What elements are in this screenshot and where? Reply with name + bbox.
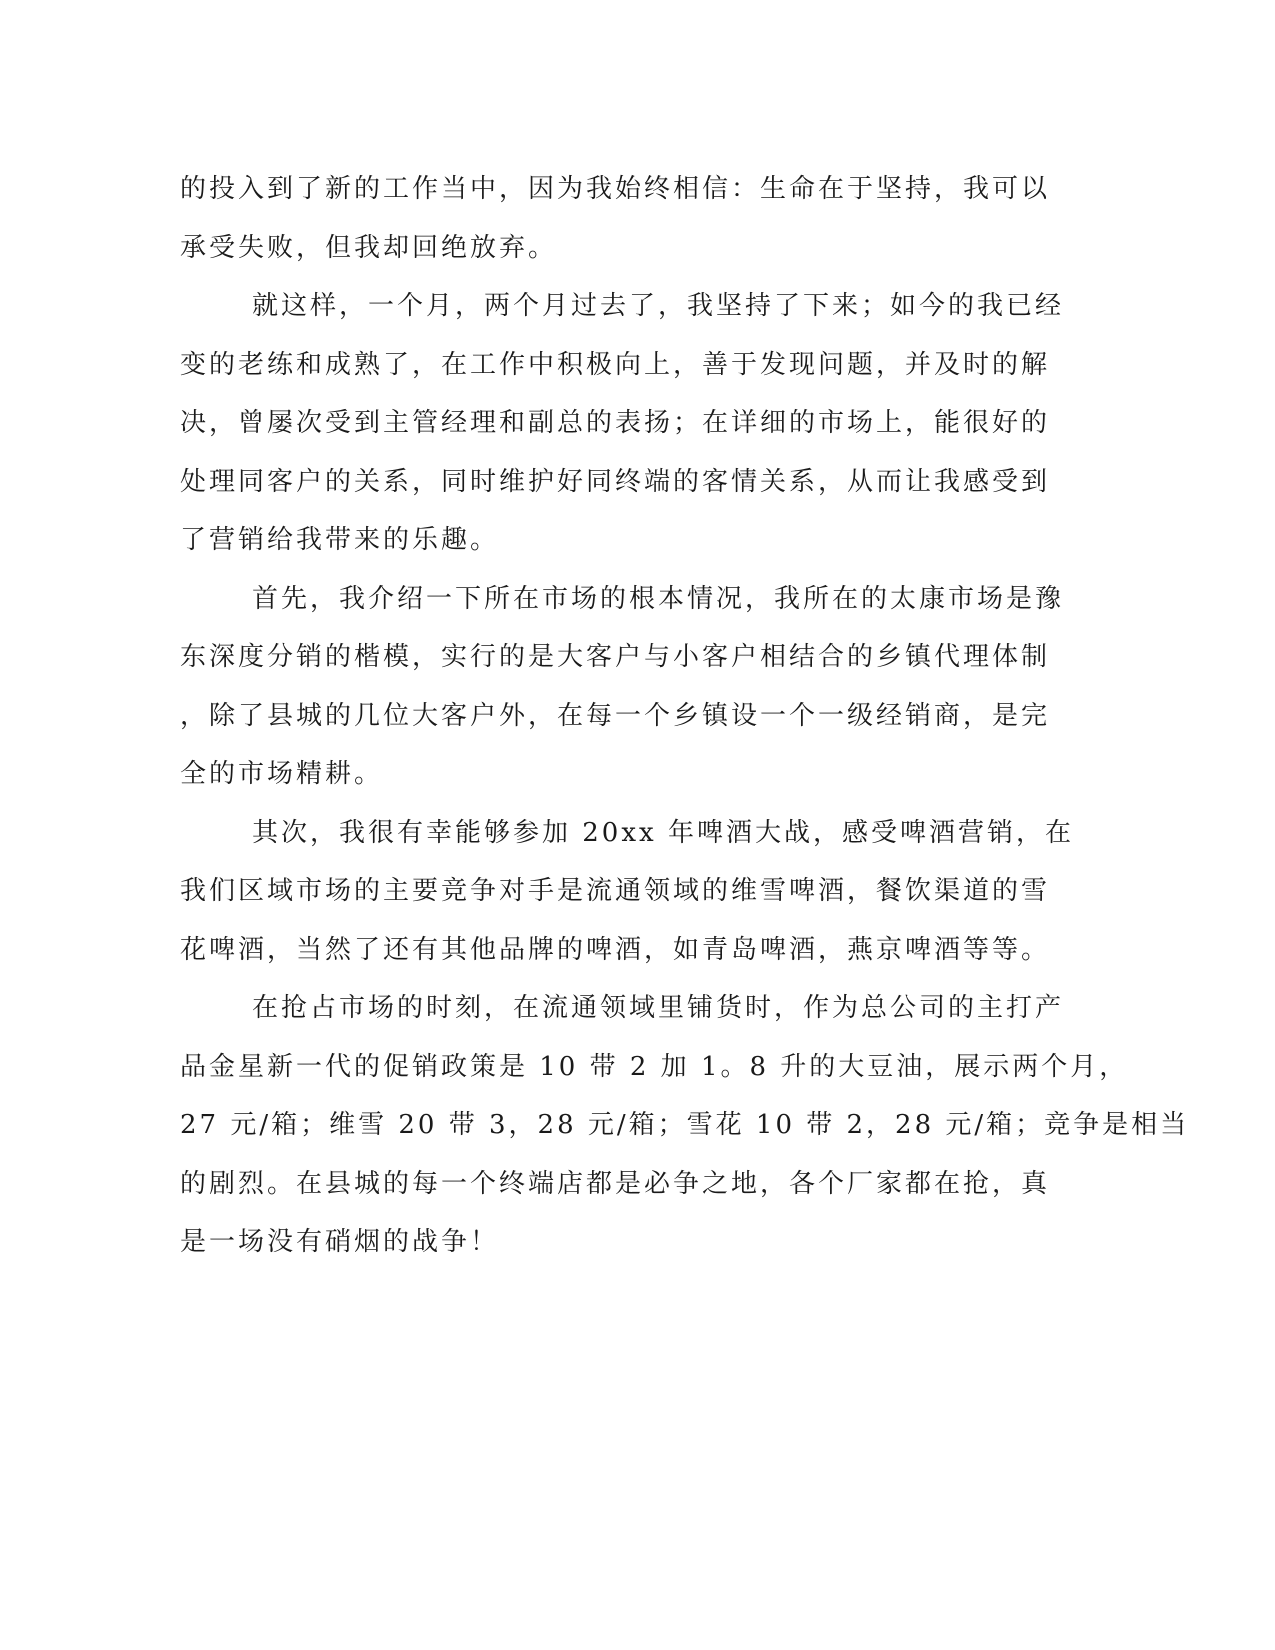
paragraph-2	[180, 277, 1065, 570]
paragraph-line: 品金星新一代的促销政策是 10 带 2 加 1。8 升的大豆油，展示两个月，	[180, 1051, 1129, 1082]
paragraph-line: 全的市场精耕。	[180, 759, 384, 789]
paragraph-line: 27 元/箱；维雪 20 带 3，28 元/箱；雪花 10 带 2，28 元/箱；竞争是相当	[180, 1110, 1190, 1140]
paragraph-line: 变的老练和成熟了，在工作中积极向上，善于发现问题，并及时的解	[180, 349, 1051, 380]
paragraph-line: 花啤酒，当然了还有其他品牌的啤酒，如青岛啤酒，燕京啤酒等等。	[180, 934, 1051, 965]
paragraph-line: 在抢占市场的时刻，在流通领域里铺货时，作为总公司的主打产	[252, 993, 1065, 1023]
paragraph-line: 承受失败，但我却回绝放弃。	[180, 232, 558, 263]
paragraph-line: 决，曾屡次受到主管经理和副总的表扬；在详细的市场上，能很好的	[180, 408, 1051, 438]
paragraph-line: 的投入到了新的工作当中，因为我始终相信：生命在于坚持，我可以	[180, 174, 1051, 204]
paragraph-1	[180, 160, 1051, 277]
paragraph-3	[180, 570, 1065, 804]
paragraph-5	[180, 979, 1190, 1272]
paragraph-line: 是一场没有硝烟的战争！	[180, 1227, 500, 1257]
paragraph-4	[180, 804, 1074, 980]
paragraph-line: 了营销给我带来的乐趣。	[180, 525, 500, 555]
paragraph-line: ，除了县城的几位大客户外，在每一个乡镇设一个一级经销商，是完	[180, 700, 1051, 731]
paragraph-line: 东深度分销的楷模，实行的是大客户与小客户相结合的乡镇代理体制	[180, 642, 1051, 672]
paragraph-line: 我们区域市场的主要竞争对手是流通领域的维雪啤酒，餐饮渠道的雪	[180, 876, 1051, 906]
paragraph-line: 处理同客户的关系，同时维护好同终端的客情关系，从而让我感受到	[180, 466, 1051, 497]
body-text	[180, 160, 1190, 1272]
paragraph-line: 其次，我很有幸能够参加 20xx 年啤酒大战，感受啤酒营销，在	[252, 817, 1074, 848]
paragraph-line: 就这样，一个月，两个月过去了，我坚持了下来；如今的我已经	[252, 291, 1065, 321]
paragraph-line: 首先，我介绍一下所在市场的根本情况，我所在的太康市场是豫	[252, 583, 1065, 614]
paragraph-line: 的剧烈。在县城的每一个终端店都是必争之地，各个厂家都在抢，真	[180, 1168, 1051, 1199]
